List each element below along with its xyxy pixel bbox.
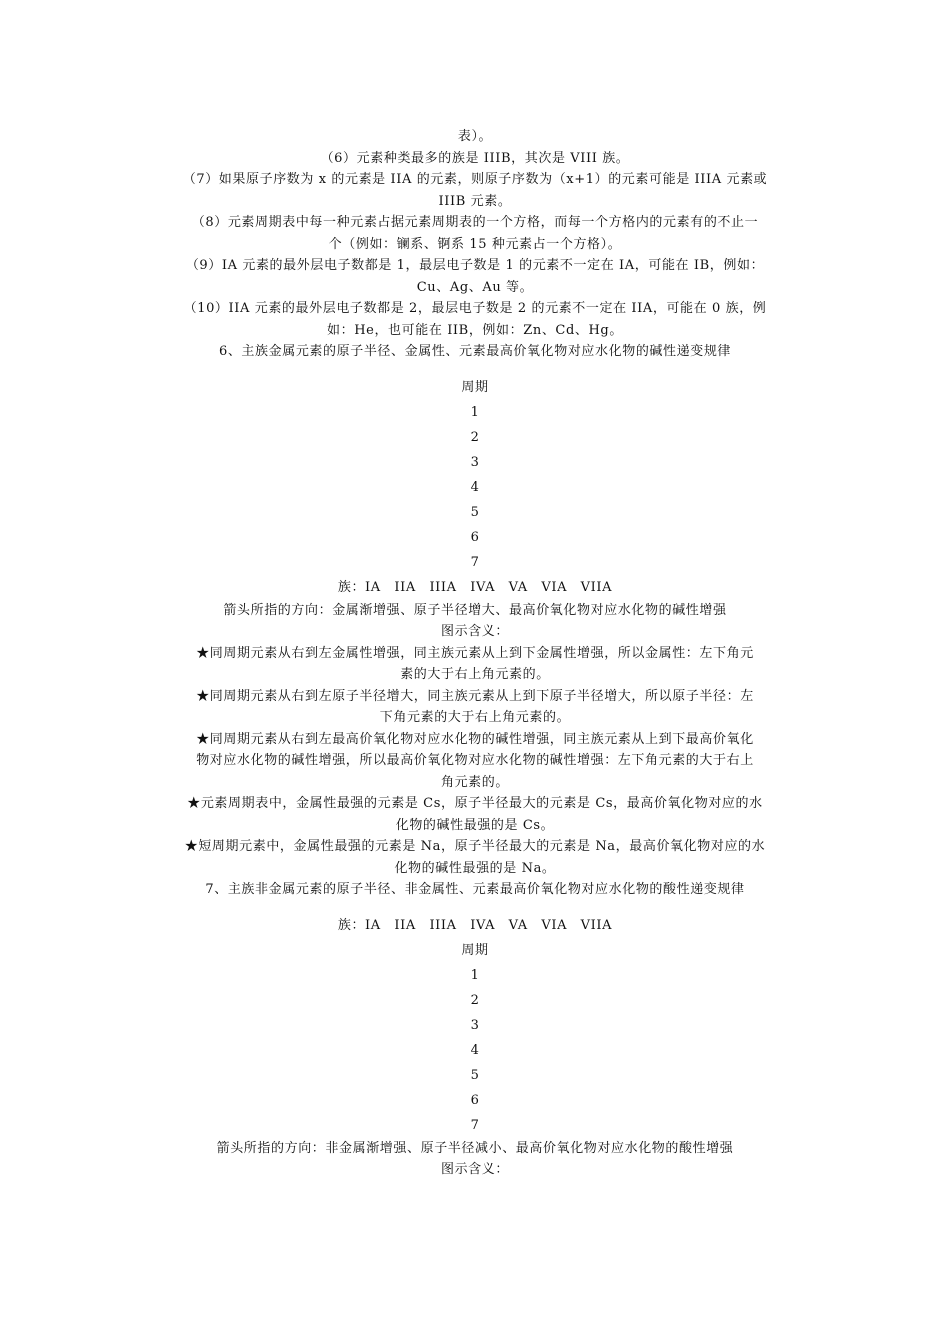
period-label: 周期 — [461, 942, 489, 958]
text-line: 下角元素的大于右上角元素的。 — [379, 710, 571, 725]
period-number: 1 — [470, 967, 480, 983]
metal-trend-table — [150, 375, 800, 600]
text-line: ★同周期元素从右到左原子半径增大，同主族元素从上到下原子半径增大，所以原子半径：左 — [196, 688, 754, 704]
text-line: 图示含义： — [440, 624, 509, 639]
text-line: ★同周期元素从右到左最高价氧化物对应水化物的碱性增强，同主族元素从上到下最高价氧化 — [196, 731, 754, 747]
period-number: 4 — [470, 1042, 480, 1058]
text-line: 箭头所指的方向：非金属渐增强、原子半径减小、最高价氧化物对应水化物的酸性增强 — [216, 1140, 734, 1156]
text-line: （6）元素种类最多的族是 IIIB，其次是 VIII 族。 — [320, 150, 630, 166]
section-heading-6: 6、主族金属元素的原子半径、金属性、元素最高价氧化物对应水化物的碱性递变规律 — [218, 344, 732, 359]
text-line: ★短周期元素中，金属性最强的元素是 Na，原子半径最大的元素是 Na，最高价氧化物对应的水 — [184, 839, 766, 854]
text-line: 箭头所指的方向：金属渐增强、原子半径增大、最高价氧化物对应水化物的碱性增强 — [223, 602, 727, 618]
text-line: 个（例如：镧系、锕系 15 种元素占一个方格）。 — [328, 236, 622, 252]
period-number: 4 — [470, 479, 480, 495]
period-label: 周期 — [461, 379, 489, 395]
group-label-row: 族：IA IIA IIIA IVA VA VIA VIIA — [337, 579, 613, 595]
period-number: 5 — [470, 504, 480, 520]
period-number: 2 — [470, 992, 480, 1008]
group-label-row: 族：IA IIA IIIA IVA VA VIA VIIA — [337, 917, 613, 933]
text-line: 图示含义： — [440, 1162, 509, 1177]
period-number: 6 — [470, 1092, 480, 1108]
text-line: IIIB 元素。 — [438, 193, 512, 209]
period-number: 3 — [470, 1017, 480, 1033]
section-heading-7: 7、主族非金属元素的原子半径、非金属性、元素最高价氧化物对应水化物的酸性递变规律 — [205, 882, 745, 897]
period-number: 1 — [470, 404, 480, 420]
period-number: 7 — [470, 1117, 480, 1133]
text-line: 物对应水化物的碱性增强，所以最高价氧化物对应水化物的碱性增强：左下角元素的大于右上 — [196, 753, 754, 768]
period-number: 5 — [470, 1067, 480, 1083]
text-line: （10）IIA 元素的最外层电子数都是 2，最层电子数是 2 的元素不一定在 IIA，可能在 0 族，例 — [183, 301, 767, 316]
text-line: 表）。 — [457, 129, 493, 144]
period-number: 3 — [470, 454, 480, 470]
period-number: 6 — [470, 529, 480, 545]
text-line: （8）元素周期表中每一种元素占据元素周期表的一个方格，而每一个方格内的元素有的不止一 — [191, 215, 759, 230]
text-line: （7）如果原子序数为 x 的元素是 IIA 的元素，则原子序数为（x+1）的元素可能是 IIIA 元素或 — [182, 172, 768, 187]
text-line: 化物的碱性最强的是 Na。 — [394, 860, 556, 876]
text-line: 如：He，也可能在 IIB，例如：Zn、Cd、Hg。 — [327, 322, 623, 338]
text-line: 素的大于右上角元素的。 — [400, 667, 550, 682]
text-line: ★元素周期表中，金属性最强的元素是 Cs，原子半径最大的元素是 Cs，最高价氧化物对应的水 — [187, 796, 763, 811]
document-body — [150, 126, 800, 1181]
text-line: 角元素的。 — [440, 774, 509, 790]
period-number: 7 — [470, 554, 480, 570]
text-line: 化物的碱性最强的是 Cs。 — [395, 817, 555, 833]
text-line: Cu、Ag、Au 等。 — [416, 279, 534, 295]
nonmetal-trend-table — [150, 913, 800, 1138]
text-line: （9）IA 元素的最外层电子数都是 1，最层电子数是 1 的元素不一定在 IA，可能在 IB，例如： — [185, 258, 765, 273]
period-number: 2 — [470, 429, 480, 445]
text-line: ★同周期元素从右到左金属性增强，同主族元素从上到下金属性增强，所以金属性：左下角元 — [196, 645, 754, 661]
